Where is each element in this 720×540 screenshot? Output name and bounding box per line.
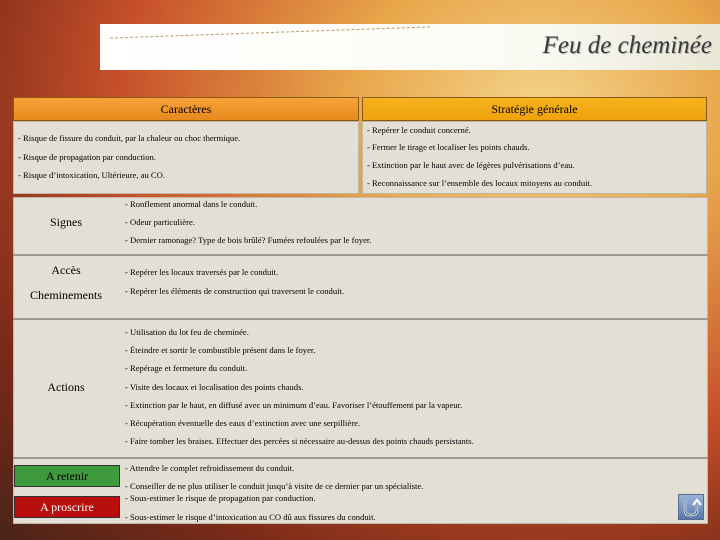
proscrire-item: - Sous-estimer le risque d’intoxication au CO dû aux fissures du conduit. [125,512,376,522]
strategie-item: - Extinction par le haut avec de légères pulvérisations d’eau. [367,160,575,170]
strategie-item: - Reconnaissance sur l’ensemble des locaux mitoyens au conduit. [367,178,593,188]
acces-item: - Repérer les éléments de construction qui traversent le conduit. [125,286,345,296]
strategie-item: - Repérer le conduit concerné. [367,125,471,135]
cheminements-label: Cheminements [30,288,102,302]
section-divider [13,318,708,320]
title-banner [100,24,720,70]
section-divider [13,254,708,256]
acces-item: - Repérer les locaux traversés par le conduit. [125,267,279,277]
signes-label: Signes [49,215,82,229]
caracteres-item: - Risque d’intoxication, Ultérieure, au CO. [18,170,166,180]
actions-item: - Visite des locaux et localisation des points chauds. [125,382,304,392]
return-icon [679,495,703,519]
signes-item: - Dernier ramonage? Type de bois brûlé? Fumées refoulées par le foyer. [125,235,372,245]
return-button[interactable] [678,494,704,520]
page-title: Feu de cheminée [542,32,712,59]
signes-item: - Odeur particulière. [125,217,195,227]
retenir-badge: A retenir [14,465,120,487]
retenir-item: - Conseiller de ne plus utiliser le conduit jusqu’à visite de ce dernier par un spécialiste. [125,481,424,491]
actions-item: - Extinction par le haut, en diffusé avec un minimum d’eau. Favoriser l’étouffement par la vapeur. [125,400,463,410]
actions-item: - Faire tomber les braises. Effectuer des percées si nécessaire au-dessus des points chauds persistants. [125,436,474,446]
acces-label: Accès [51,263,81,277]
caracteres-item: - Risque de fissure du conduit, par la chaleur ou choc thermique. [18,133,241,143]
header-caracteres: Caractères [13,97,359,121]
actions-item: - Récupération éventuelle des eaux d’extinction avec une serpillière. [125,418,361,428]
actions-item: - Éteindre et sortir le combustible présent dans le foyer. [125,345,316,355]
retenir-item: - Attendre le complet refroidissement du conduit. [125,463,295,473]
proscrire-badge: A proscrire [14,496,120,518]
actions-item: - Utilisation du lot feu de cheminée. [125,327,249,337]
caracteres-item: - Risque de propagation par conduction. [18,152,156,162]
signes-item: - Ronflement anormal dans le conduit. [125,199,258,209]
strategie-item: - Fermer le tirage et localiser les points chauds. [367,142,530,152]
section-divider [13,457,708,459]
proscrire-item: - Sous-estimer le risque de propagation par conduction. [125,493,316,503]
actions-label: Actions [47,380,85,394]
header-strategie: Stratégie générale [362,97,707,121]
actions-item: - Repérage et fermeture du conduit. [125,363,248,373]
decorative-line [110,26,430,38]
